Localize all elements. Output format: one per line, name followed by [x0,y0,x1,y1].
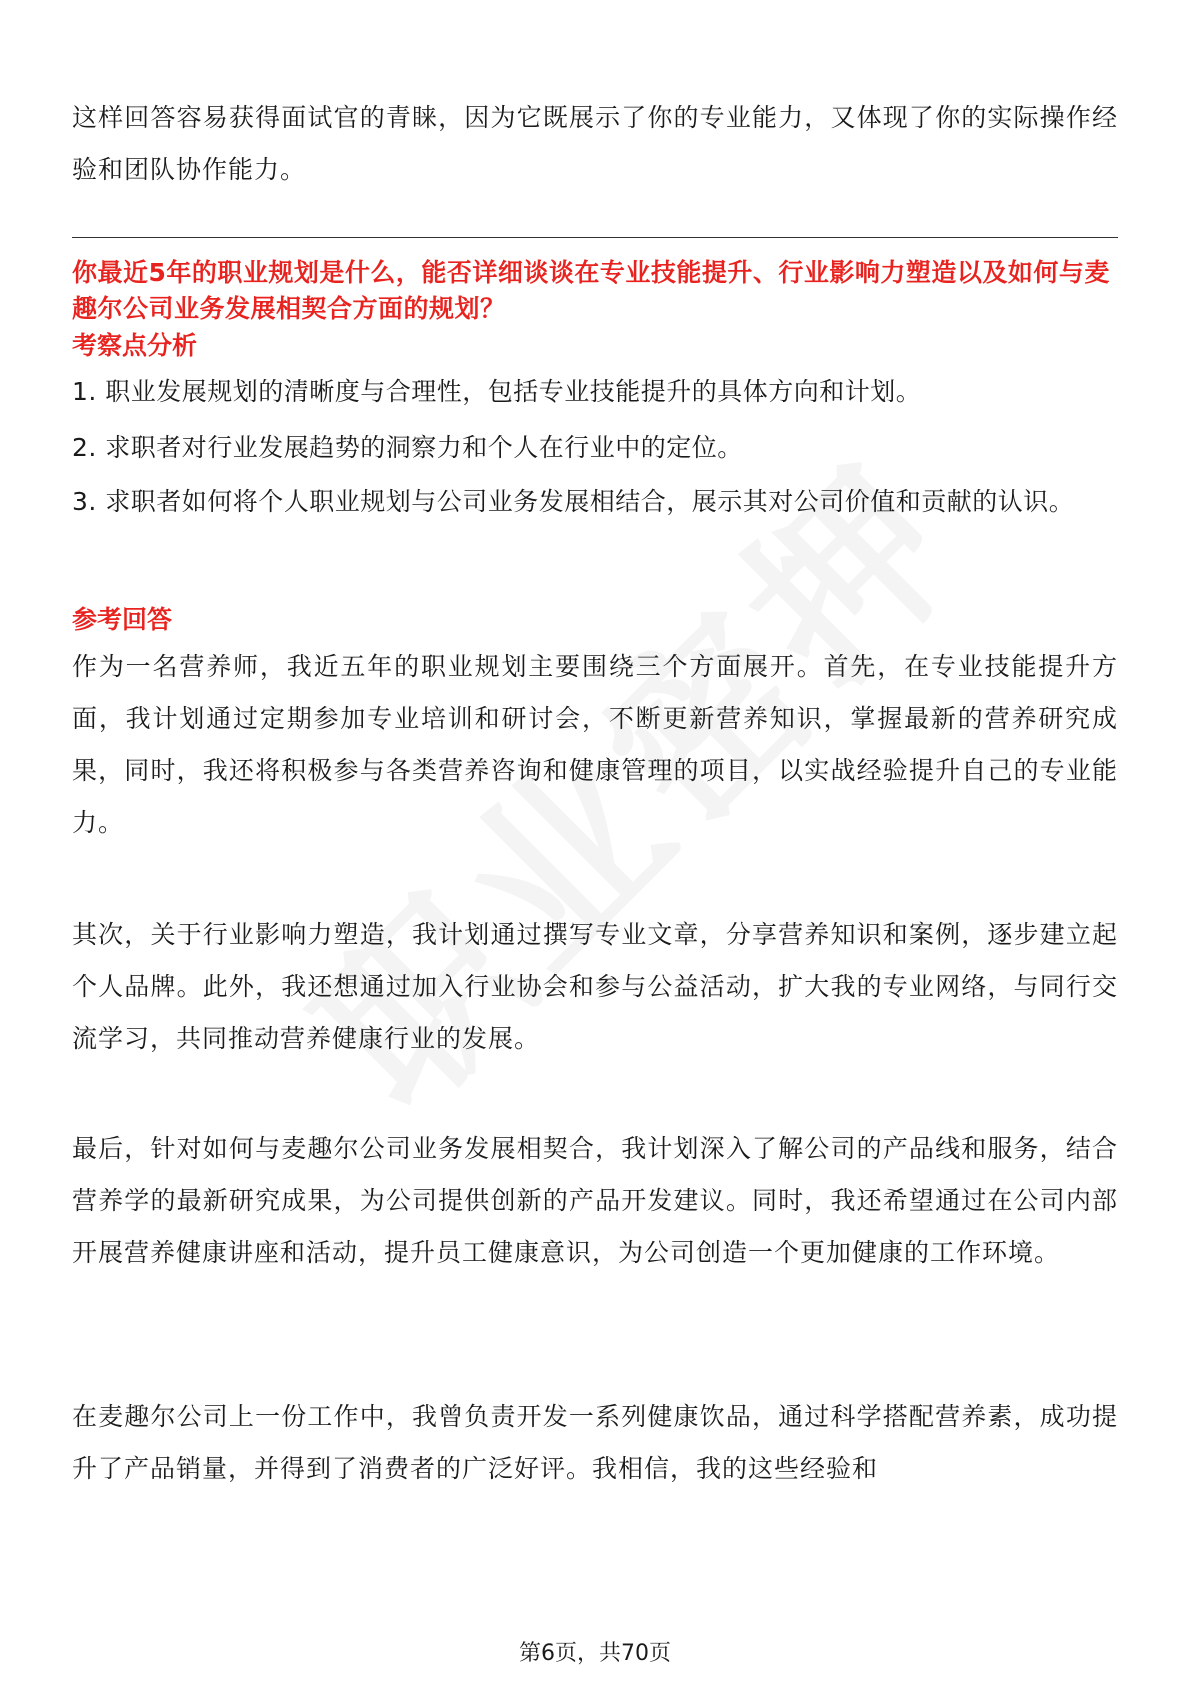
intro-paragraph: 这样回答容易获得面试官的青睐，因为它既展示了你的专业能力，又体现了你的实际操作经验和团队协作能力。 [72,103,1118,184]
answer-paragraph-4: 在麦趣尔公司上一份工作中，我曾负责开发一系列健康饮品，通过科学搭配营养素，成功提升了产品销量，并得到了消费者的广泛好评。我相信，我的这些经验和 [72,1402,1118,1483]
section-divider [72,237,1118,238]
analysis-heading: 考察点分析 [72,331,198,360]
answer-heading: 参考回答 [72,605,173,634]
analysis-item-3: 3. 求职者如何将个人职业规划与公司业务发展相结合，展示其对公司价值和贡献的认识。 [72,487,1075,516]
analysis-item-1: 1. 职业发展规划的清晰度与合理性，包括专业技能提升的具体方向和计划。 [72,377,922,406]
analysis-item-2: 2. 求职者对行业发展趋势的洞察力和个人在行业中的定位。 [72,433,743,462]
answer-paragraph-2: 其次，关于行业影响力塑造，我计划通过撰写专业文章，分享营养知识和案例，逐步建立起个人品牌。此外，我还想通过加入行业协会和参与公益活动，扩大我的专业网络，与同行交流学习，共同推动营养健康行业的发展。 [72,920,1118,1053]
question-heading: 你最近5年的职业规划是什么，能否详细谈谈在专业技能提升、行业影响力塑造以及如何与麦趣尔公司业务发展相契合方面的规划？ [72,258,1110,323]
answer-paragraph-3: 最后，针对如何与麦趣尔公司业务发展相契合，我计划深入了解公司的产品线和服务，结合营养学的最新研究成果，为公司提供创新的产品开发建议。同时，我还希望通过在公司内部开展营养健康讲座和活动，提升员工健康意识，为公司创造一个更加健康的工作环境。 [72,1134,1118,1267]
answer-paragraph-1: 作为一名营养师，我近五年的职业规划主要围绕三个方面展开。首先，在专业技能提升方面，我计划通过定期参加专业培训和研讨会，不断更新营养知识，掌握最新的营养研究成果，同时，我还将积极参与各类营养咨询和健康管理的项目，以实战经验提升自己的专业能力。 [72,652,1118,837]
page-footer: 第6页，共70页 [519,1641,671,1666]
